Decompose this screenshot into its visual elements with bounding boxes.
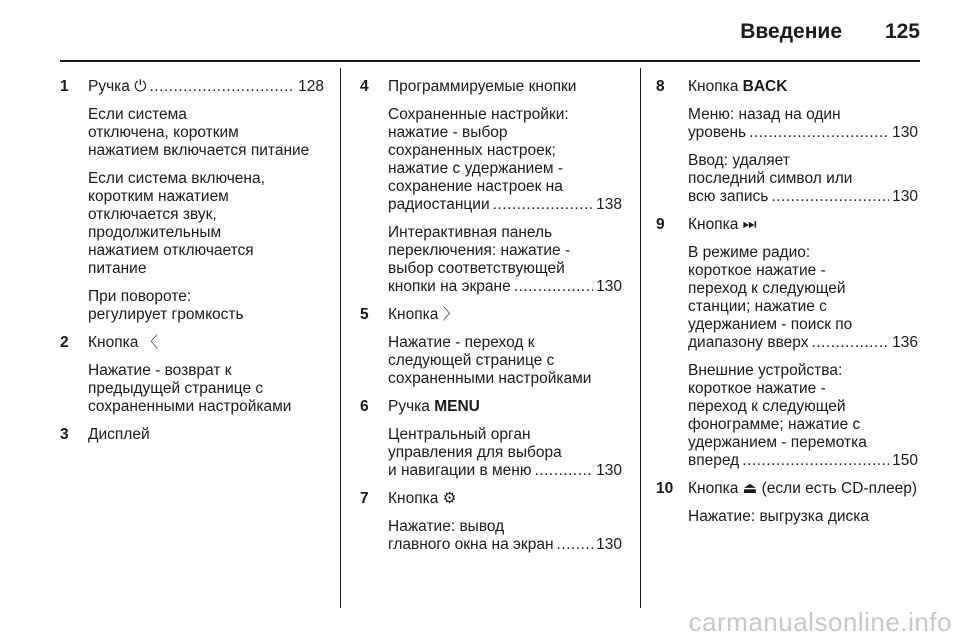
description: При повороте: регулирует громкость	[88, 288, 244, 323]
description: Центральный орган управления для выбора и навигации в меню ..... 130	[388, 426, 622, 480]
item-label: Ручка	[388, 398, 430, 415]
leader-dots	[811, 334, 889, 352]
page-ref: 130	[596, 536, 622, 553]
item-heading	[388, 398, 622, 416]
description: В режиме радио: короткое нажатие - переход к следующей станции; нажатие с удержанием - поиск по диапазону вверх ..... 136	[688, 244, 918, 352]
description: Нажатие - возврат к предыдущей странице с сохраненными настройками	[88, 362, 292, 415]
leader-dots	[493, 196, 594, 214]
column-3	[656, 78, 918, 536]
column-divider	[640, 68, 641, 608]
item-heading	[88, 334, 324, 352]
item-number: 7	[360, 490, 369, 507]
power-icon: ⏻	[134, 78, 147, 95]
item-heading	[388, 490, 622, 508]
page-ref: 130	[596, 462, 622, 479]
description: Нажатие: вывод главного окна на экран ..... 130	[388, 518, 622, 554]
description: Меню: назад на один уровень ..... 130	[688, 106, 918, 142]
description: Сохраненные настройки: нажатие - выбор сохраненных настроек; нажатие с удержанием - сохранение настроек на радиостанции ..... 138	[388, 106, 622, 214]
item-heading	[688, 216, 918, 234]
skip-next-icon: ⏭	[742, 216, 757, 233]
item-label: Кнопка	[688, 216, 739, 233]
list-item-6	[360, 398, 622, 480]
page-ref: 138	[596, 196, 622, 213]
item-number: 8	[656, 78, 665, 95]
back-button-label: BACK	[742, 78, 788, 95]
item-number: 6	[360, 398, 369, 415]
leader-dots	[514, 278, 593, 296]
page-ref: 130	[596, 278, 622, 295]
item-heading	[688, 78, 918, 96]
list-item-4	[360, 78, 622, 296]
page-ref: 130	[892, 124, 918, 141]
item-label: Кнопка	[388, 306, 439, 323]
item-heading	[388, 306, 622, 324]
page-ref-line: вперед ..... 150	[688, 452, 918, 470]
item-heading	[388, 78, 622, 96]
item-number: 1	[60, 78, 69, 95]
item-suffix: (если есть CD-плеер)	[761, 480, 918, 497]
description: Внешние устройства: короткое нажатие - переход к следующей фонограмме; нажатие с удержанием - перемотка вперед ..... 150	[688, 362, 918, 470]
list-item-8	[656, 78, 918, 206]
description: Если система отключена, коротким нажатием включается питание	[88, 106, 310, 159]
page-ref-line: главного окна на экран ..... 130	[388, 536, 622, 554]
page-ref: 128	[298, 78, 324, 95]
description: Ввод: удаляет последний символ или всю запись ..... 130	[688, 152, 918, 206]
item-heading	[88, 426, 324, 444]
list-item-10	[656, 480, 918, 526]
list-item-5	[360, 306, 622, 388]
column-2	[360, 78, 622, 564]
item-number: 5	[360, 306, 369, 323]
chevron-right-icon: 〉	[442, 306, 459, 323]
page-ref-line: и навигации в меню ..... 130	[388, 462, 622, 480]
item-label: Дисплей	[88, 426, 150, 443]
list-item-2	[60, 334, 324, 416]
list-item-1	[60, 78, 324, 324]
home-gear-icon: ⚙	[442, 490, 457, 507]
leader-dots	[771, 188, 889, 206]
description: Нажатие: выгрузка диска	[688, 508, 870, 525]
column-1	[60, 78, 324, 454]
leader-dots	[149, 78, 295, 96]
page-ref-line: кнопки на экране ..... 130	[388, 278, 622, 296]
description: Если система включена, коротким нажатием отключается звук, продолжительным нажатием отключается питание	[88, 170, 265, 277]
page-header	[60, 0, 920, 62]
page-ref: 150	[892, 452, 918, 469]
page-ref: 130	[892, 188, 918, 205]
page-ref-line: всю запись ..... 130	[688, 188, 918, 206]
leader-dots	[557, 536, 594, 554]
page-number: 125	[884, 20, 920, 43]
menu-knob-label: MENU	[434, 398, 480, 415]
item-number: 9	[656, 216, 665, 233]
item-label: Программируемые кнопки	[388, 78, 577, 95]
description: Нажатие - переход к следующей странице с сохраненными настройками	[388, 334, 592, 387]
item-heading	[688, 480, 918, 498]
list-item-7	[360, 490, 622, 554]
chevron-left-icon: 〈	[142, 334, 159, 351]
column-divider	[340, 68, 341, 608]
item-label: Кнопка	[388, 490, 439, 507]
item-number: 4	[360, 78, 369, 95]
item-label: Кнопка	[88, 334, 139, 351]
page-ref-line: уровень ..... 130	[688, 124, 918, 142]
page-ref-line: диапазону вверх ..... 136	[688, 334, 918, 352]
page-title: Введение	[740, 20, 842, 43]
watermark: carmanualsonline.info	[688, 607, 952, 637]
list-item-3	[60, 426, 324, 444]
item-number: 3	[60, 426, 69, 443]
item-label: Ручка	[88, 78, 130, 95]
leader-dots	[742, 452, 889, 470]
item-number: 2	[60, 334, 69, 351]
item-number: 10	[656, 480, 674, 497]
item-label: Кнопка	[688, 78, 739, 95]
item-label: Кнопка	[688, 480, 739, 497]
page-ref-line: радиостанции ..... 138	[388, 196, 622, 214]
eject-icon: ⏏	[742, 480, 758, 497]
description: Интерактивная панель переключения: нажатие - выбор соответствующей кнопки на экране ..... 130	[388, 224, 622, 296]
leader-dots	[749, 124, 889, 142]
item-heading	[88, 78, 324, 96]
leader-dots	[534, 462, 593, 480]
list-item-9	[656, 216, 918, 470]
page-ref: 136	[892, 334, 918, 351]
